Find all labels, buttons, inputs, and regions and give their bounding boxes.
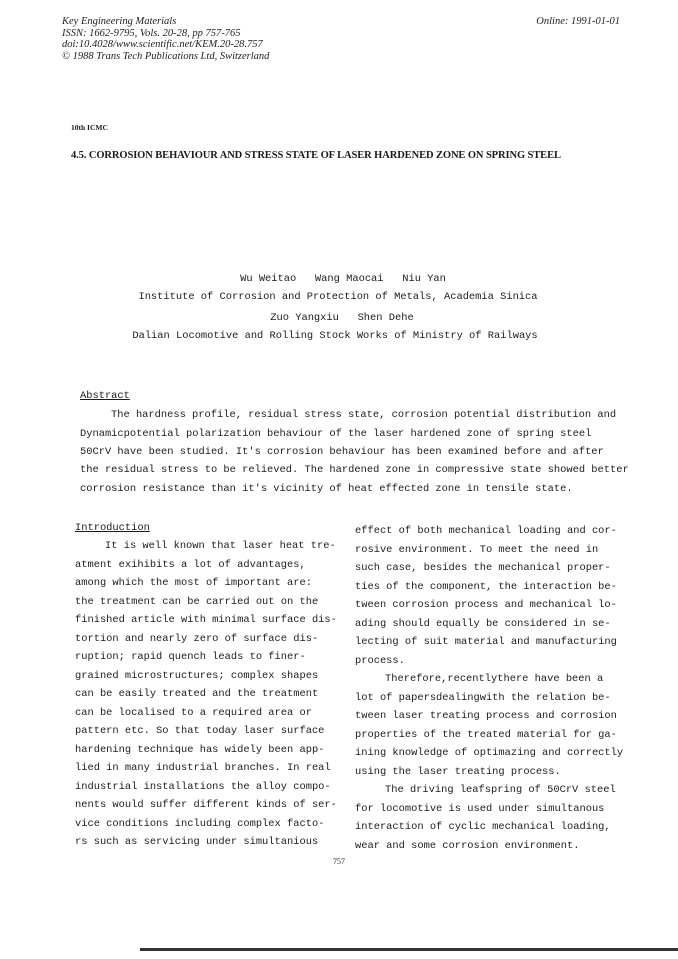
body-line: among which the most of important are: bbox=[75, 577, 312, 589]
body-line: nents would suffer different kinds of ser- bbox=[75, 799, 337, 811]
journal-header bbox=[62, 16, 269, 62]
body-line: the treatment can be carried out on the bbox=[75, 595, 319, 608]
body-line: rosive environment. To meet the need in bbox=[355, 543, 599, 556]
body-line: tortion and nearly zero of surface dis- bbox=[75, 632, 319, 645]
body-line: vice conditions including complex facto- bbox=[75, 817, 325, 830]
abstract-line: The hardness profile, residual stress state, corrosion potential distribution and bbox=[111, 409, 617, 421]
body-line: finished article with minimal surface dis- bbox=[75, 614, 337, 626]
paper-title: 4.5. CORROSION BEHAVIOUR AND STRESS STATE OF LASER HARDENED ZONE ON SPRING STEEL bbox=[71, 150, 561, 161]
body-line: such case, besides the mechanical proper- bbox=[355, 562, 611, 574]
body-line: can be easily treated and the treatment bbox=[75, 688, 319, 700]
body-line: tween laser treating process and corrosion bbox=[355, 710, 617, 722]
body-line: The driving leafspring of 50CrV steel bbox=[385, 784, 616, 796]
abstract-line: Dynamicpotential polarization behaviour of the laser hardened zone of spring steel bbox=[80, 428, 592, 440]
conference-label: 10th ICMC bbox=[71, 123, 108, 132]
affiliation-1: Institute of Corrosion and Protection of Metals, Academia Sinica bbox=[138, 291, 538, 303]
authors-line-2: Zuo Yangxiu Shen Dehe bbox=[270, 312, 414, 324]
journal-name: Key Engineering Materials bbox=[62, 16, 177, 27]
body-line: hardening technique has widely been app- bbox=[75, 743, 325, 756]
bottom-scan-edge bbox=[140, 948, 678, 951]
body-line: Therefore,recentlythere have been a bbox=[385, 673, 604, 685]
abstract-line: 50CrV have been studied. It's corrosion behaviour has been examined before and after bbox=[80, 446, 604, 458]
body-line: rs such as servicing under simultanious bbox=[75, 836, 319, 848]
authors-line-1: Wu Weitao Wang Maocai Niu Yan bbox=[240, 273, 446, 285]
abstract-heading: Abstract bbox=[80, 390, 130, 402]
body-line: atment exihibits a lot of advantages, bbox=[75, 558, 306, 571]
body-line: for locomotive is used under simultanous bbox=[355, 802, 605, 815]
body-line: grained microstructures; complex shapes bbox=[75, 669, 319, 682]
body-line: lied in many industrial branches. In real bbox=[75, 762, 331, 774]
doi-line[interactable]: doi:10.4028/www.scientific.net/KEM.20-28.757 bbox=[62, 39, 263, 50]
page-number: 757 bbox=[333, 857, 345, 866]
body-line: It is well known that laser heat tre- bbox=[105, 540, 336, 552]
body-line: using the laser treating process. bbox=[355, 765, 561, 778]
body-line: can be localised to a required area or bbox=[75, 706, 312, 719]
issn-line: ISSN: 1662-9795, Vols. 20-28, pp 757-765 bbox=[62, 27, 241, 39]
body-line: ruption; rapid quench leads to finer- bbox=[75, 651, 306, 663]
body-line: lecting of suit material and manufacturing bbox=[355, 636, 617, 648]
body-line: effect of both mechanical loading and cor- bbox=[355, 525, 617, 537]
abstract-line: the residual stress to be relieved. The hardened zone in compressive state showed better bbox=[80, 464, 629, 476]
body-line: ining knowledge of optimazing and correctly bbox=[355, 747, 624, 759]
copyright-line: © 1988 Trans Tech Publications Ltd, Switzerland bbox=[62, 50, 270, 62]
body-line: ading should equally be considered in se- bbox=[355, 617, 611, 630]
affiliation-2: Dalian Locomotive and Rolling Stock Works of Ministry of Railways bbox=[132, 330, 538, 342]
abstract-line: corrosion resistance than it's vicinity of heat effected zone in tensile state. bbox=[80, 483, 573, 495]
body-line: process. bbox=[355, 654, 405, 667]
body-line: industrial installations the alloy compo- bbox=[75, 780, 331, 793]
body-line: tween corrosion process and mechanical lo- bbox=[355, 599, 617, 611]
body-line: lot of papersdealingwith the relation be- bbox=[355, 691, 611, 704]
body-line: ties of the component, the interaction be- bbox=[355, 580, 617, 593]
introduction-heading: Introduction bbox=[75, 522, 150, 534]
body-line: wear and some corrosion environment. bbox=[355, 839, 580, 852]
online-date: Online: 1991-01-01 bbox=[536, 16, 620, 27]
body-line: pattern etc. So that today laser surface bbox=[75, 725, 325, 737]
body-line: properties of the treated material for ga- bbox=[355, 728, 617, 741]
body-line: interaction of cyclic mechanical loading, bbox=[355, 821, 611, 833]
